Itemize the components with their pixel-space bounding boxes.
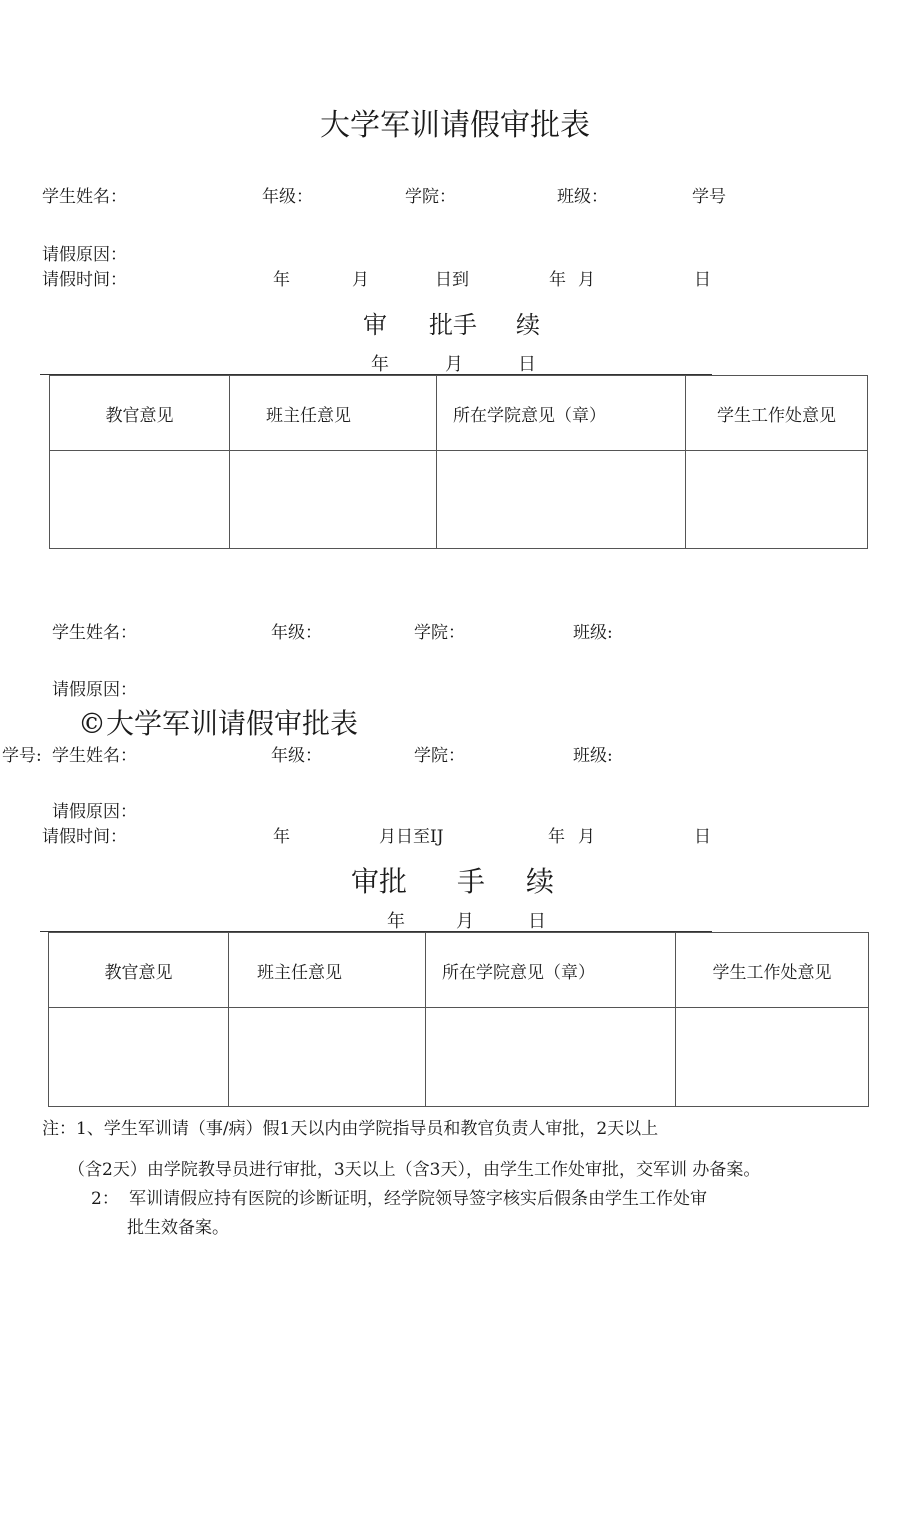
note-line-3: 军训请假应持有医院的诊断证明，经学院领导签字核实后假条由学生工作处审: [129, 1189, 707, 1209]
form2-header-college: 所在学院意见（章）: [426, 933, 676, 1008]
form2-college-opinion-cell[interactable]: [426, 1008, 676, 1107]
form2-class-label: 班级:: [573, 623, 613, 643]
form2-reason-label: 请假原因：: [52, 680, 137, 700]
form1-approval-table: [49, 375, 868, 549]
form1-sign-day: 日: [518, 354, 536, 375]
form1-date-year1: 年: [273, 270, 290, 290]
form2-title: ©大学军训请假审批表: [78, 707, 359, 740]
form1-instructor-opinion-cell[interactable]: [50, 451, 230, 549]
form2-date-month2: 月: [578, 827, 595, 847]
form1-grade-label: 年级：: [262, 187, 313, 207]
form2-sign-day: 日: [528, 911, 546, 932]
form1-title: 大学军训请假审批表: [320, 108, 590, 143]
form2-header-instructor: 教官意见: [49, 933, 229, 1008]
form2-instructor-opinion-cell[interactable]: [49, 1008, 229, 1107]
form2-sign-month: 月: [456, 911, 474, 932]
form2-grade-label-b: 年级：: [271, 746, 322, 766]
form1-header-instructor: 教官意见: [50, 376, 230, 451]
form1-header-student-affairs: 学生工作处意见: [686, 376, 868, 451]
form1-date-day2: 日: [694, 270, 711, 290]
form1-student-name-label: 学生姓名：: [42, 187, 127, 207]
note-line-1: 注：1、学生军训请（事/病）假1天以内由学院指导员和教官负责人审批，2天以上: [42, 1119, 659, 1139]
form1-approval-heading-2: 批手: [429, 311, 477, 339]
form2-approval-heading-1: 审批: [351, 865, 408, 898]
note-line-3-number: 2：: [91, 1189, 119, 1209]
form2-header-student-affairs: 学生工作处意见: [676, 933, 869, 1008]
form1-header-college: 所在学院意见（章）: [437, 376, 686, 451]
note-line-4: 批生效备案。: [127, 1218, 229, 1238]
form2-grade-label: 年级：: [271, 623, 322, 643]
form2-college-label-b: 学院：: [414, 746, 465, 766]
form1-college-opinion-cell[interactable]: [437, 451, 686, 549]
form2-student-name-label-b: 学生姓名：: [52, 746, 137, 766]
form1-date-year2: 年: [549, 270, 566, 290]
note-line-2: （含2天）由学院教导员进行审批，3天以上（含3天），由学生工作处审批，交军训 办备案。: [68, 1160, 761, 1180]
form1-approval-heading-1: 审: [363, 311, 387, 339]
form1-college-label: 学院：: [405, 187, 456, 207]
form1-class-label: 班级：: [557, 187, 608, 207]
form1-reason-label: 请假原因：: [42, 245, 127, 265]
form2-approval-table: [48, 932, 869, 1107]
form1-sign-month: 月: [445, 354, 463, 375]
form2-date-day2: 日: [694, 827, 711, 847]
form2-header-head-teacher: 班主任意见: [229, 933, 426, 1008]
form1-date-month2: 月: [578, 270, 595, 290]
form2-class-label-b: 班级:: [573, 746, 613, 766]
form2-head-teacher-opinion-cell[interactable]: [229, 1008, 426, 1107]
form2-student-affairs-opinion-cell[interactable]: [676, 1008, 869, 1107]
form2-sign-year: 年: [387, 911, 405, 932]
form1-sign-year: 年: [371, 354, 389, 375]
form2-approval-heading-2: 手: [457, 865, 486, 898]
form2-student-id-label: 学号:: [2, 746, 42, 766]
form2-date-year2: 年: [548, 827, 565, 847]
form2-approval-heading-3: 续: [526, 865, 555, 898]
form1-date-to: 日到: [435, 270, 469, 290]
form1-date-month1: 月: [352, 270, 369, 290]
form2-date-month-day-to: 月日至IJ: [379, 827, 444, 847]
form1-approval-heading-3: 续: [516, 311, 540, 339]
form1-student-id-label: 学号: [692, 187, 726, 207]
form2-student-name-label: 学生姓名：: [52, 623, 137, 643]
form1-header-head-teacher: 班主任意见: [230, 376, 437, 451]
form2-reason-label-b: 请假原因：: [52, 802, 137, 822]
form1-head-teacher-opinion-cell[interactable]: [230, 451, 437, 549]
form1-student-affairs-opinion-cell[interactable]: [686, 451, 868, 549]
form2-college-label: 学院：: [414, 623, 465, 643]
form2-time-label: 请假时间：: [42, 827, 127, 847]
form2-date-year1: 年: [273, 827, 290, 847]
form1-time-label: 请假时间：: [42, 270, 127, 290]
